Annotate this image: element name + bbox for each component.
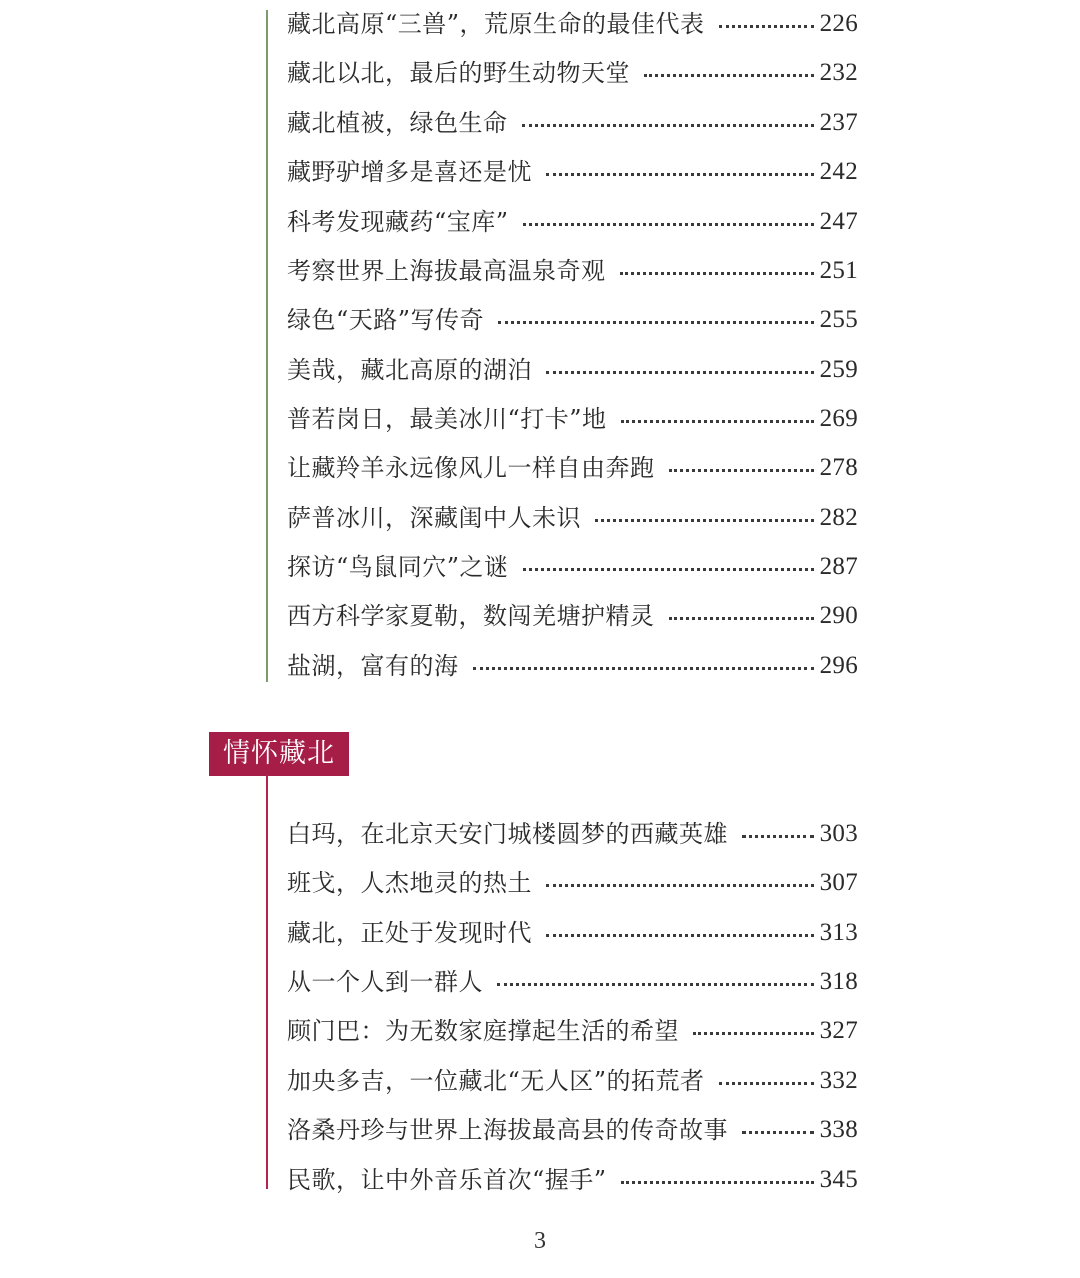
toc-entry[interactable]: [287, 105, 858, 141]
dot-leader: [719, 25, 814, 28]
dot-leader: [742, 1131, 814, 1134]
dot-leader: [669, 617, 814, 620]
section-divider-line: [266, 10, 268, 682]
section-divider-line: [266, 775, 268, 1189]
toc-entry-page: 303: [819, 820, 858, 847]
toc-entry-title: 洛桑丹珍与世界上海拔最高县的传奇故事: [287, 1116, 728, 1144]
toc-entry-title: 顾门巴：为无数家庭撑起生活的希望: [287, 1017, 679, 1045]
toc-entry-title: 萨普冰川，深藏闺中人未识: [287, 504, 581, 532]
toc-entry-page: 327: [819, 1017, 858, 1044]
toc-entry[interactable]: [287, 816, 858, 852]
dot-leader: [498, 321, 814, 324]
dot-leader: [621, 1181, 814, 1184]
toc-entry[interactable]: [287, 253, 858, 289]
toc-entry-title: 藏野驴增多是喜还是忧: [287, 158, 532, 186]
toc-entry[interactable]: [287, 204, 858, 240]
toc-entry-page: 255: [819, 306, 858, 333]
toc-entry-page: 282: [819, 504, 858, 531]
toc-entry-page: 332: [819, 1067, 858, 1094]
toc-entry[interactable]: [287, 1063, 858, 1099]
toc-entry-page: 237: [819, 109, 858, 136]
dot-leader: [621, 420, 814, 423]
toc-entry[interactable]: [287, 6, 858, 42]
page-number: 3: [534, 1228, 546, 1254]
dot-leader: [546, 371, 814, 374]
toc-entry-page: 318: [819, 968, 858, 995]
toc-entry-title: 盐湖，富有的海: [287, 652, 459, 680]
dot-leader: [546, 884, 814, 887]
toc-entry[interactable]: [287, 352, 858, 388]
toc-entry[interactable]: [287, 1112, 858, 1148]
toc-entry-title: 从一个人到一群人: [287, 968, 483, 996]
dot-leader: [546, 173, 814, 176]
toc-entry-title: 民歌，让中外音乐首次“握手”: [287, 1166, 607, 1194]
toc-entry[interactable]: [287, 1013, 858, 1049]
toc-entry-page: 259: [819, 356, 858, 383]
toc-entry[interactable]: [287, 302, 858, 338]
toc-entry-page: 338: [819, 1116, 858, 1143]
toc-entry-page: 287: [819, 553, 858, 580]
toc-entry-title: 绿色“天路”写传奇: [287, 306, 485, 334]
toc-entry-title: 美哉，藏北高原的湖泊: [287, 356, 532, 384]
toc-entry-title: 西方科学家夏勒，数闯羌塘护精灵: [287, 602, 655, 630]
dot-leader: [497, 983, 814, 986]
dot-leader: [523, 223, 814, 226]
toc-entry-page: 345: [819, 1166, 858, 1193]
toc-entry-title: 让藏羚羊永远像风儿一样自由奔跑: [287, 454, 655, 482]
toc-entry-title: 加央多吉，一位藏北“无人区”的拓荒者: [287, 1067, 705, 1095]
toc-entry-page: 226: [819, 10, 858, 37]
toc-entry-page: 313: [819, 919, 858, 946]
toc-entry[interactable]: [287, 55, 858, 91]
dot-leader: [620, 272, 814, 275]
toc-entry[interactable]: [287, 1162, 858, 1198]
toc-entry[interactable]: [287, 865, 858, 901]
dot-leader: [719, 1082, 814, 1085]
toc-entry-title: 藏北，正处于发现时代: [287, 919, 532, 947]
toc-entry-page: 251: [819, 257, 858, 284]
dot-leader: [523, 568, 814, 571]
dot-leader: [644, 74, 814, 77]
toc-entry-page: 278: [819, 454, 858, 481]
toc-entry[interactable]: [287, 154, 858, 190]
toc-entry-page: 242: [819, 158, 858, 185]
toc-entry-title: 藏北高原“三兽”，荒原生命的最佳代表: [287, 10, 705, 38]
toc-entry[interactable]: [287, 549, 858, 585]
dot-leader: [669, 469, 814, 472]
toc-entry-title: 藏北植被，绿色生命: [287, 109, 508, 137]
toc-entry-page: 232: [819, 59, 858, 86]
toc-entry-title: 考察世界上海拔最高温泉奇观: [287, 257, 606, 285]
toc-entry[interactable]: [287, 401, 858, 437]
toc-entry-title: 班戈，人杰地灵的热土: [287, 869, 532, 897]
dot-leader: [546, 934, 814, 937]
toc-entry[interactable]: [287, 915, 858, 951]
section-heading[interactable]: 情怀藏北: [209, 732, 349, 776]
dot-leader: [693, 1032, 814, 1035]
toc-entry-page: 247: [819, 208, 858, 235]
toc-entry-page: 296: [819, 652, 858, 679]
toc-entry-title: 科考发现藏药“宝库”: [287, 208, 509, 236]
toc-entry-page: 269: [819, 405, 858, 432]
toc-entry[interactable]: [287, 598, 858, 634]
toc-entry[interactable]: [287, 500, 858, 536]
dot-leader: [595, 519, 814, 522]
toc-entry[interactable]: [287, 648, 858, 684]
toc-entry-title: 普若岗日，最美冰川“打卡”地: [287, 405, 607, 433]
toc-entry-title: 探访“鸟鼠同穴”之谜: [287, 553, 509, 581]
dot-leader: [742, 835, 814, 838]
dot-leader: [473, 667, 814, 670]
dot-leader: [522, 124, 814, 127]
toc-entry-page: 290: [819, 602, 858, 629]
toc-entry-title: 白玛，在北京天安门城楼圆梦的西藏英雄: [287, 820, 728, 848]
toc-entry-page: 307: [819, 869, 858, 896]
toc-entry-title: 藏北以北，最后的野生动物天堂: [287, 59, 630, 87]
toc-entry[interactable]: [287, 964, 858, 1000]
toc-entry[interactable]: [287, 450, 858, 486]
